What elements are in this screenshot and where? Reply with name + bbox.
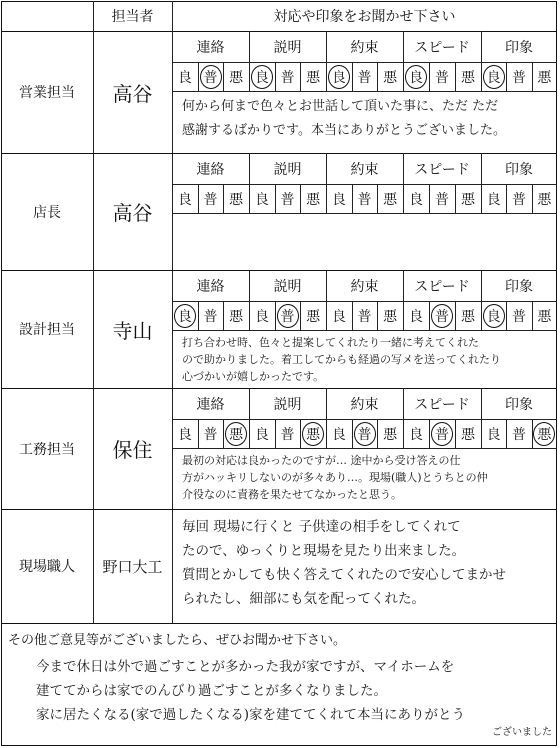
rating-option[interactable]: 普 [280,69,295,86]
rating-option[interactable]: 良 [177,69,192,86]
rating-option[interactable]: 悪 [461,69,475,86]
rating-column-divider [532,419,533,448]
rating-column-divider [198,301,199,330]
rating-column-divider [275,419,276,448]
rating-column-divider [352,62,353,91]
selected-rating-circle [354,422,376,446]
rating-option[interactable]: 悪 [461,191,475,208]
rating-option[interactable]: 悪 [461,308,475,325]
rating-column-divider [300,184,301,213]
comment-line: 何から何まで色々とお世話して頂いた事に、ただ ただ [182,99,499,114]
rating-option[interactable]: 良 [409,426,423,443]
rating-option[interactable]: 悪 [229,191,244,208]
category-column-divider [249,31,250,91]
role-label: 現場職人 [19,559,75,575]
rating-option[interactable]: 悪 [383,191,398,208]
category-column-divider [403,153,404,213]
rating-column-divider [377,419,378,448]
rating-column-divider [300,419,301,448]
rating-option[interactable]: 悪 [306,69,321,86]
rating-option[interactable]: 悪 [383,426,398,443]
category-label: スピード [414,396,470,413]
rating-option[interactable]: 悪 [229,69,244,86]
selected-rating-circle [174,304,196,328]
rating-divider [172,91,557,92]
category-label: 連絡 [196,161,225,178]
rating-column-divider [377,184,378,213]
rating-column-divider [352,184,353,213]
category-label: 約束 [350,278,379,295]
rating-column-divider [352,301,353,330]
other-opinions-label: その他ご意見等がございましたら、ぜひお聞かせ下さい。 [8,633,347,648]
role-label: 工務担当 [19,441,75,458]
selected-rating-circle [483,65,505,89]
rating-option[interactable]: 普 [435,191,449,208]
section-divider [1,623,557,624]
category-label: 約束 [350,39,379,56]
category-label: スピード [414,161,470,178]
rating-option[interactable]: 普 [435,308,449,325]
rating-column-divider [429,419,430,448]
rating-option[interactable]: 普 [203,426,218,443]
rating-option[interactable]: 普 [357,191,372,208]
category-column-divider [481,270,482,330]
category-label: 説明 [273,39,302,56]
selected-rating-circle [431,422,453,446]
rating-option[interactable]: 良 [331,69,346,86]
selected-rating-circle [225,422,247,446]
rating-option[interactable]: 良 [331,191,346,208]
rating-column-divider [198,419,199,448]
category-column-divider [326,153,327,213]
category-column-divider [481,153,482,213]
staff-header: 担当者 [111,9,154,25]
comment-line: 質問とかしても快く答えてくれたので安心してまかせ [182,567,506,583]
rating-divider [172,330,557,331]
category-label: 連絡 [196,278,225,295]
rating-option[interactable]: 普 [203,191,218,208]
rating-column-divider [532,184,533,213]
comment-line: 打ち合わせ時、色々と提案してくれたり一緒に考えてくれた [182,336,479,349]
rating-option[interactable]: 悪 [537,426,552,443]
comment-line: 毎回 現場に行くと 子供達の相手をしてくれて [182,519,461,535]
rating-divider [172,448,557,449]
selected-rating-circle [277,304,299,328]
rating-option[interactable]: 良 [409,191,423,208]
category-label: 説明 [273,161,302,178]
category-column-divider [326,31,327,91]
rating-option[interactable]: 悪 [537,308,552,325]
other-comment-tail: ございました [492,727,552,738]
selected-rating-circle [251,65,273,89]
rating-option[interactable]: 普 [511,426,526,443]
comment-line: られたし、細部にも気を配ってくれた。 [182,591,425,607]
rating-column-divider [455,419,456,448]
rating-option[interactable]: 普 [203,69,218,86]
rating-column-divider [275,62,276,91]
rating-option[interactable]: 良 [254,426,269,443]
rating-option[interactable]: 良 [254,308,269,325]
rating-option[interactable]: 悪 [537,69,552,86]
rating-column-divider [223,62,224,91]
rating-column-divider [223,419,224,448]
rating-option[interactable]: 良 [331,426,346,443]
selected-rating-circle [302,422,324,446]
rating-option[interactable]: 普 [203,308,218,325]
rating-column-divider [506,419,507,448]
rating-option[interactable]: 良 [177,308,192,325]
category-column-divider [326,388,327,448]
selected-rating-circle [200,65,222,89]
category-divider [172,419,557,420]
rating-column-divider [506,62,507,91]
rating-option[interactable]: 普 [511,308,526,325]
rating-column-divider [223,301,224,330]
rating-option[interactable]: 悪 [306,191,321,208]
selected-rating-circle [328,65,350,89]
rating-option[interactable]: 良 [254,69,269,86]
selected-rating-circle [483,304,505,328]
rating-option[interactable]: 普 [511,191,526,208]
rating-column-divider [429,301,430,330]
rating-option[interactable]: 良 [177,426,192,443]
rating-column-divider [300,62,301,91]
comment-line: 最初の対応は良かったのですが… 途中から受け答えの仕 [182,454,461,467]
category-label: 説明 [273,396,302,413]
rating-column-divider [532,62,533,91]
rating-option[interactable]: 悪 [229,308,244,325]
rating-column-divider [198,184,199,213]
staff-name: 高谷 [112,201,153,225]
rating-option[interactable]: 普 [357,426,372,443]
category-column-divider [481,388,482,448]
rating-column-divider [198,62,199,91]
category-label: 印象 [505,396,533,413]
staff-name: 野口大工 [102,557,163,576]
other-comment-line: 今まで休日は外で過ごすことが多かった我が家ですが、マイホームを [36,659,455,675]
selected-rating-circle [431,304,453,328]
selected-rating-circle [405,65,427,89]
category-divider [172,301,557,302]
category-column-divider [249,270,250,330]
category-divider [172,184,557,185]
rating-divider [172,213,557,214]
rating-option[interactable]: 良 [409,69,423,86]
category-label: 印象 [505,278,533,295]
rating-option[interactable]: 良 [486,426,501,443]
category-label: 説明 [273,278,302,295]
category-divider [172,62,557,63]
rating-option[interactable]: 良 [331,308,346,325]
rating-column-divider [300,301,301,330]
category-label: 印象 [505,39,533,56]
comment-line: 方がハッキリしないのが多々あり…。現場(職人)とうちとの仲 [182,471,488,484]
comment-line: 感謝するばかりです。本当にありがとうございました。 [182,123,506,138]
rating-option[interactable]: 良 [254,191,269,208]
rating-option[interactable]: 普 [280,191,295,208]
rating-option[interactable]: 普 [280,426,295,443]
rating-option[interactable]: 良 [409,308,423,325]
other-comment-line: 家に居たくなる(家で過したくなる)家を建ててくれて本当にありがとう [36,707,466,723]
category-column-divider [481,31,482,91]
rating-column-divider [455,62,456,91]
category-column-divider [249,153,250,213]
rating-option[interactable]: 普 [435,69,449,86]
rating-column-divider [377,301,378,330]
rating-column-divider [352,419,353,448]
staff-name: 高谷 [112,81,153,106]
staff-name: 寺山 [112,318,153,343]
category-label: 約束 [350,161,379,178]
role-label: 営業担当 [19,85,75,101]
comment-line: たので、ゆっくりと現場を見たり出来ました。 [182,543,466,559]
rating-option[interactable]: 悪 [306,308,321,325]
category-label: 連絡 [196,396,225,413]
category-label: 連絡 [196,39,225,56]
rating-column-divider [506,301,507,330]
rating-column-divider [223,184,224,213]
rating-column-divider [275,184,276,213]
category-column-divider [403,388,404,448]
role-label: 設計担当 [19,322,75,338]
rating-column-divider [429,184,430,213]
category-column-divider [403,31,404,91]
rating-option[interactable]: 悪 [383,69,398,86]
rating-column-divider [429,62,430,91]
rating-column-divider [455,184,456,213]
rating-column-divider [455,301,456,330]
category-label: 約束 [350,396,379,413]
staff-name: 保住 [112,438,153,462]
rating-option[interactable]: 悪 [306,426,321,443]
comment-line: 介役なのに責務を果たせてなかったと思う。 [182,488,402,501]
category-column-divider [403,270,404,330]
other-comment-line: 建ててからは家でのんびり過ごすことが多くなりました。 [36,683,387,699]
rating-option[interactable]: 良 [486,69,501,86]
category-column-divider [249,388,250,448]
rating-option[interactable]: 普 [280,308,295,325]
impression-header: 対応や印象をお聞かせ下さい [273,9,456,25]
rating-option[interactable]: 悪 [461,426,475,443]
rating-option[interactable]: 悪 [229,426,244,443]
rating-option[interactable]: 普 [357,69,372,86]
rating-option[interactable]: 悪 [383,308,398,325]
category-label: スピード [414,39,470,56]
rating-column-divider [275,301,276,330]
rating-option[interactable]: 良 [486,308,501,325]
role-label: 店長 [33,204,61,221]
rating-column-divider [532,301,533,330]
rating-column-divider [506,184,507,213]
category-column-divider [326,270,327,330]
rating-option[interactable]: 普 [511,69,526,86]
rating-option[interactable]: 普 [435,426,449,443]
category-label: 印象 [505,161,533,178]
rating-option[interactable]: 悪 [537,191,552,208]
category-label: スピード [414,278,470,295]
rating-option[interactable]: 良 [486,191,501,208]
rating-column-divider [377,62,378,91]
selected-rating-circle [533,422,555,446]
rating-option[interactable]: 普 [357,308,372,325]
comment-line: ので助かりました。着工してからも経過の写メを送ってくれたり [182,353,501,366]
rating-option[interactable]: 良 [177,191,192,208]
comment-line: 心づかいが嬉しかったです。 [182,370,325,383]
